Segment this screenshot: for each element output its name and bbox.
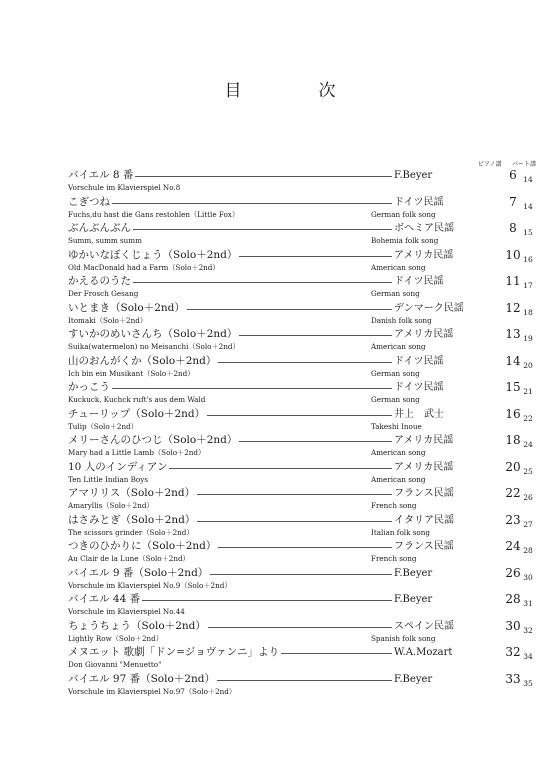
dot-leader bbox=[169, 468, 392, 469]
entry-composer: フランス民謡 bbox=[394, 541, 454, 552]
entry-composer: F.Beyer bbox=[394, 673, 433, 685]
entry-title: はさみとぎ（Solo＋2nd） bbox=[68, 513, 196, 526]
page-title: 目 次 bbox=[224, 81, 366, 101]
entry-subtitle: Tulip（Solo＋2nd） bbox=[68, 421, 138, 431]
part-page-number: 22 bbox=[523, 413, 533, 423]
dot-leader bbox=[187, 309, 392, 310]
toc-entry[interactable] bbox=[68, 353, 533, 382]
dot-leader bbox=[210, 574, 392, 575]
entry-composer: ドイツ民謡 bbox=[394, 196, 444, 208]
toc-entry[interactable] bbox=[68, 645, 533, 673]
toc-entry[interactable] bbox=[68, 300, 533, 329]
dot-leader bbox=[218, 362, 392, 363]
entry-composer-sub: French song bbox=[371, 501, 417, 510]
piano-page-number: 28 bbox=[505, 592, 521, 606]
piano-page-number: 15 bbox=[505, 380, 521, 394]
piano-page-number: 11 bbox=[505, 274, 521, 288]
toc-entry[interactable] bbox=[68, 539, 533, 567]
entry-subtitle: Vorschule im Klavierspiel No.9（Solo＋2nd） bbox=[68, 580, 232, 590]
part-page-number: 31 bbox=[523, 599, 533, 608]
dot-leader bbox=[112, 203, 392, 204]
dot-leader bbox=[197, 521, 392, 522]
toc-entry[interactable] bbox=[68, 168, 533, 196]
toc-entry[interactable] bbox=[68, 671, 533, 700]
piano-page-number: 33 bbox=[505, 671, 521, 686]
entry-composer: イタリア民謡 bbox=[394, 514, 454, 526]
piano-page-number: 10 bbox=[505, 247, 521, 262]
entry-subtitle: Suika(watermelon) no Meisanchi（Solo＋2nd） bbox=[68, 342, 240, 351]
entry-composer: F.Beyer bbox=[394, 170, 433, 181]
part-score-header: パート譜 bbox=[512, 161, 537, 168]
piano-page-number: 22 bbox=[505, 486, 521, 500]
piano-page-number: 12 bbox=[505, 300, 521, 315]
piano-page-number: 6 bbox=[509, 168, 517, 182]
toc-entry[interactable] bbox=[68, 194, 533, 223]
dot-leader bbox=[133, 282, 392, 283]
piano-page-number: 13 bbox=[505, 327, 521, 341]
toc-entry[interactable] bbox=[68, 247, 533, 276]
entry-composer-sub: American song bbox=[371, 342, 426, 351]
part-page-number: 28 bbox=[523, 546, 533, 555]
entry-title: バイエル 8 番 bbox=[68, 169, 134, 181]
entry-title: つきのひかりに（Solo＋2nd） bbox=[68, 540, 217, 552]
toc-entry[interactable] bbox=[68, 486, 533, 514]
entry-title: かえるのうた bbox=[68, 275, 131, 287]
toc-entry[interactable] bbox=[68, 327, 533, 355]
entry-subtitle: Der Frosch Gesang bbox=[68, 289, 139, 298]
piano-page-number: 7 bbox=[509, 194, 517, 209]
entry-subtitle: Don Giovanni "Menuetto" bbox=[68, 660, 162, 669]
dot-leader bbox=[207, 415, 392, 416]
piano-page-number: 26 bbox=[505, 565, 521, 580]
toc-entry[interactable] bbox=[68, 274, 533, 302]
toc-entry[interactable] bbox=[68, 618, 533, 647]
entry-title: ぶんぶんぶん bbox=[68, 222, 131, 234]
entry-title: ちょうちょう（Solo＋2nd） bbox=[68, 619, 206, 632]
entry-composer-sub: Danish folk song bbox=[371, 315, 432, 325]
toc-entry[interactable] bbox=[68, 592, 533, 620]
toc-entry[interactable] bbox=[68, 380, 533, 408]
entry-composer-sub: Bohemia folk song bbox=[371, 236, 439, 245]
entry-title: アマリリス（Solo＋2nd） bbox=[68, 487, 196, 499]
entry-composer-sub: Italian folk song bbox=[371, 527, 430, 537]
entry-composer: アメリカ民謡 bbox=[394, 435, 454, 446]
entry-subtitle: Fuchs,du hast die Gans restohlen（Little Fox） bbox=[68, 209, 240, 219]
toc-entry[interactable] bbox=[68, 565, 533, 594]
entry-subtitle: Kuckuck, Kuchck ruft's aus dem Wald bbox=[68, 395, 206, 404]
part-page-number: 34 bbox=[523, 652, 533, 661]
toc-entry[interactable] bbox=[68, 221, 533, 249]
piano-page-number: 24 bbox=[505, 539, 521, 553]
entry-subtitle: Old MacDonald had a Farm（Solo＋2nd） bbox=[68, 262, 220, 272]
piano-page-number: 32 bbox=[505, 645, 521, 659]
entry-composer: ドイツ民謡 bbox=[394, 276, 444, 287]
entry-title: かっこう bbox=[68, 381, 110, 393]
part-page-number: 17 bbox=[523, 281, 533, 290]
entry-subtitle: Mary had a Little Lamb（Solo＋2nd） bbox=[68, 448, 206, 457]
entry-title: メヌエット 歌劇「ドン=ジョヴァンニ」より bbox=[68, 646, 280, 658]
entry-subtitle: Ten Little Indian Boys bbox=[68, 474, 149, 484]
part-page-number: 21 bbox=[523, 387, 533, 396]
table-of-contents bbox=[68, 168, 533, 699]
entry-subtitle: Lightly Row（Solo＋2nd） bbox=[68, 633, 163, 643]
entry-composer: F.Beyer bbox=[394, 567, 433, 579]
dot-leader bbox=[239, 441, 392, 442]
entry-title: メリーさんのひつじ（Solo＋2nd） bbox=[68, 434, 238, 446]
entry-title: いとまき（Solo＋2nd） bbox=[68, 301, 185, 314]
toc-entry[interactable] bbox=[68, 433, 533, 461]
entry-subtitle: Itomaki（Solo＋2nd） bbox=[68, 315, 148, 325]
entry-composer: ボヘミア民謡 bbox=[394, 223, 454, 234]
entry-subtitle: Summ, summ summ bbox=[68, 236, 142, 245]
part-page-number: 18 bbox=[523, 307, 533, 317]
entry-composer: スペイン民謡 bbox=[394, 620, 454, 632]
part-page-number: 19 bbox=[523, 334, 533, 343]
entry-composer: 井上 武士 bbox=[394, 408, 444, 420]
part-page-number: 27 bbox=[523, 519, 533, 529]
piano-page-number: 20 bbox=[505, 459, 521, 474]
dot-leader bbox=[135, 176, 392, 177]
entry-composer-sub: German song bbox=[371, 368, 420, 378]
piano-page-number: 18 bbox=[505, 433, 521, 447]
dot-leader bbox=[218, 547, 392, 548]
entry-composer-sub: American song bbox=[371, 474, 426, 484]
entry-composer: デンマーク民謡 bbox=[394, 302, 464, 314]
dot-leader bbox=[217, 680, 392, 681]
part-page-number: 16 bbox=[523, 254, 533, 264]
piano-score-header: ピアノ譜 bbox=[478, 161, 502, 168]
part-page-number: 30 bbox=[523, 572, 533, 582]
entry-subtitle: Amaryllis（Solo＋2nd） bbox=[68, 501, 154, 510]
dot-leader bbox=[197, 494, 392, 495]
entry-subtitle: The scissors grinder（Solo＋2nd） bbox=[68, 527, 194, 537]
piano-page-number: 16 bbox=[505, 406, 521, 421]
entry-composer-sub: French song bbox=[371, 554, 417, 563]
dot-leader bbox=[142, 600, 392, 601]
part-page-number: 24 bbox=[523, 440, 533, 449]
toc-entry[interactable] bbox=[68, 512, 533, 541]
entry-subtitle: Vorschule im Klavierspiel No.97（Solo＋2nd） bbox=[68, 686, 237, 696]
entry-title: こぎつね bbox=[68, 195, 110, 208]
dot-leader bbox=[112, 388, 392, 389]
piano-page-number: 23 bbox=[505, 512, 521, 527]
entry-composer-sub: German folk song bbox=[371, 209, 436, 219]
entry-title: バイエル 97 番（Solo＋2nd） bbox=[68, 672, 215, 685]
entry-subtitle: Vorschule im Klavierspiel No.44 bbox=[68, 607, 185, 616]
part-page-number: 14 bbox=[523, 175, 533, 184]
part-page-number: 35 bbox=[523, 678, 533, 688]
entry-subtitle: Au Clair de la Lune（Solo＋2nd） bbox=[68, 554, 190, 563]
entry-title: チューリップ（Solo＋2nd） bbox=[68, 407, 206, 420]
dot-leader bbox=[208, 627, 392, 628]
part-page-number: 26 bbox=[523, 493, 533, 502]
entry-title: バイエル 9 番（Solo＋2nd） bbox=[68, 566, 209, 579]
part-page-number: 15 bbox=[523, 228, 533, 237]
piano-page-number: 30 bbox=[505, 618, 521, 633]
entry-composer: アメリカ民謡 bbox=[394, 329, 454, 340]
part-page-number: 25 bbox=[523, 466, 533, 476]
entry-composer-sub: Spanish folk song bbox=[371, 633, 436, 643]
piano-page-number: 14 bbox=[505, 353, 521, 368]
entry-title: バイエル 44 番 bbox=[68, 593, 141, 605]
toc-entry[interactable] bbox=[68, 459, 533, 488]
piano-page-number: 8 bbox=[509, 221, 517, 235]
entry-title: ゆかいなぼくじょう（Solo＋2nd） bbox=[68, 248, 238, 261]
entry-composer-sub: American song bbox=[371, 262, 426, 272]
entry-subtitle: Ich bin ein Musikant（Solo＋2nd） bbox=[68, 368, 195, 378]
entry-composer-sub: American song bbox=[371, 448, 426, 457]
entry-composer: ドイツ民謡 bbox=[394, 382, 444, 393]
entry-composer-sub: Takeshi Inoue bbox=[371, 421, 422, 431]
entry-title: 山のおんがくか（Solo＋2nd） bbox=[68, 354, 217, 367]
dot-leader bbox=[239, 256, 392, 257]
toc-entry[interactable] bbox=[68, 406, 533, 435]
entry-subtitle: Vorschule im Klavierspiel No.8 bbox=[68, 183, 181, 192]
entry-title: 10 人のインディアン bbox=[68, 460, 168, 473]
part-page-number: 32 bbox=[523, 625, 533, 635]
dot-leader bbox=[133, 229, 392, 230]
dot-leader bbox=[281, 653, 392, 654]
entry-composer: ドイツ民謡 bbox=[394, 355, 444, 367]
entry-composer: アメリカ民謡 bbox=[394, 249, 454, 261]
dot-leader bbox=[239, 335, 392, 336]
entry-title: すいかのめいさんち（Solo＋2nd） bbox=[68, 328, 238, 340]
entry-composer: フランス民謡 bbox=[394, 488, 454, 499]
entry-composer-sub: German song bbox=[371, 289, 420, 298]
entry-composer-sub: German song bbox=[371, 395, 420, 404]
entry-composer: W.A.Mozart bbox=[394, 647, 453, 658]
entry-composer: F.Beyer bbox=[394, 594, 433, 605]
part-page-number: 14 bbox=[523, 201, 533, 211]
entry-composer: アメリカ民謡 bbox=[394, 461, 454, 473]
part-page-number: 20 bbox=[523, 360, 533, 370]
